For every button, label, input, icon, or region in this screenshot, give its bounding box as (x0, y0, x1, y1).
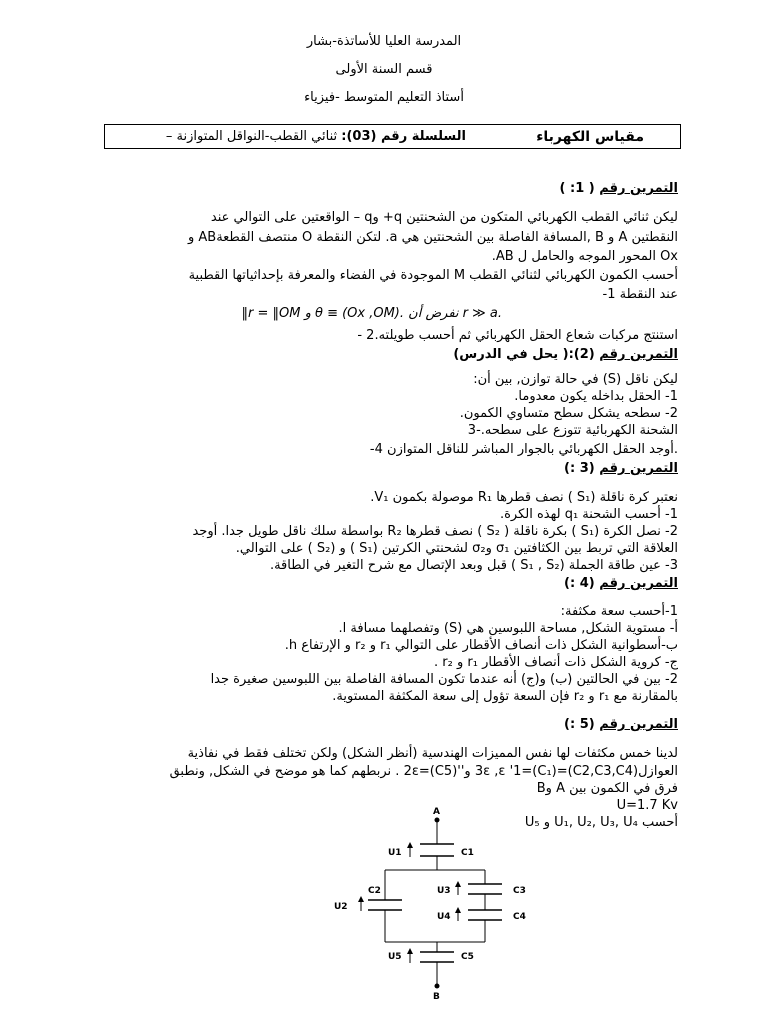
ex3-line-5: 3- عين طاقة الجملة (S₁ , S₂ ) قبل وبعد الإتصال مع شرح التغير في الطاقة. (269, 558, 678, 573)
ex3-line-1: نعتبر كرة ناقلة (S₁ ) نصف قطرها R₁ موصولة بكمون V₁. (370, 490, 678, 505)
ex2-line-4: الشحنة الكهربائية تتوزع على سطحه.-3 (467, 423, 678, 438)
ex4-line-1: 1-أحسب سعة مكثفة: (560, 604, 678, 619)
ex4-line-6: بالمقارنة مع r₁ و r₂ فإن السعة تؤول إلى سعة المكثفة المستوية. (332, 689, 678, 704)
capacitor-circuit-diagram (320, 800, 560, 1010)
ex4-line-5: 2- بين في الحالتين (ب) و(ج) أنه عندما تكون المسافة الفاصلة بين اللبوسين صغيرة جدا (210, 672, 678, 687)
u2-label: U2 (334, 902, 348, 912)
ex1-line-4: أحسب الكمون الكهربائي لثنائي القطب M الموجودة في الفضاء والمعرفة بإحداثياتها القطبية (188, 268, 678, 283)
ex1-line-2: النقطتين A و B ,المسافة الفاصلة بين الشحنتين هي a. لتكن النقطة O منتصف القطعةAB و (187, 230, 678, 245)
u3-label: U3 (437, 886, 451, 896)
ex2-line-3: 2- سطحه يشكل سطح متساوي الكمون. (459, 406, 678, 421)
ex5-heading: التمرين رقم (5 :) (564, 717, 678, 732)
c4-label: C4 (513, 912, 526, 922)
c2-label: C2 (368, 886, 381, 896)
ex1-line-5: عند النقطة 1- (602, 287, 678, 302)
header-department: قسم السنة الأولى (335, 62, 433, 77)
node-b-label: B (433, 992, 440, 1002)
ex1-line-3: Ox المحور الموجه والحامل ل AB. (491, 249, 678, 264)
ex5-line-5: أحسب U₁, U₂, U₃, U₄ و U₅ (524, 815, 678, 830)
u1-label: U1 (388, 848, 402, 858)
ex3-heading: التمرين رقم (3 :) (564, 461, 678, 476)
c3-label: C3 (513, 886, 526, 896)
ex1-line-7: استنتج مركبات شعاع الحقل الكهربائي ثم أحسب طويلته.2 - (357, 328, 678, 343)
ex1-heading: التمرين رقم ( 1: ) (559, 181, 678, 196)
series-topic: ثنائي القطب-النواقل المتوازنة – (165, 129, 338, 144)
series-title (166, 129, 466, 144)
u4-label: U4 (437, 912, 451, 922)
c5-label: C5 (461, 952, 474, 962)
u5-label: U5 (388, 952, 402, 962)
series-label: السلسلة رقم (03): (341, 129, 466, 144)
ex1-line-6: .r ≫ a نفرض أن .θ ≡ (Ox ,OM) و r = ‖OM‖ (241, 306, 502, 321)
ex3-line-4: العلاقة التي تربط بين الكثافتين σ₁ وσ₂ لشحنتي الكرتين (S₁ ) و (S₂ ) على التوالي. (235, 541, 678, 556)
ex4-line-4: ج- كروية الشكل ذات أنصاف الأقطار r₁ و r₂ . (434, 655, 678, 670)
ex4-line-2: أ- مستوية الشكل, مساحة اللبوسين هي (S) وتفصلهما مسافة l. (338, 621, 678, 636)
title-box (104, 124, 681, 149)
header-school: المدرسة العليا للأساتذة-بشار (306, 34, 462, 49)
module-title: مقياس الكهرباء (536, 129, 644, 145)
ex2-line-1: ليكن ناقل (S) في حالة توازن, بين أن: (473, 372, 678, 387)
ex4-heading: التمرين رقم (4 :) (564, 576, 678, 591)
ex5-line-3: فرق في الكمون بين A وB (536, 781, 678, 796)
c1-label: C1 (461, 848, 474, 858)
ex2-line-5: .أوجد الحقل الكهربائي بالجوار المباشر للناقل المتوازن 4- (369, 442, 678, 457)
ex5-line-1: لدينا خمس مكثفات لها نفس المميزات الهندسية (أنظر الشكل) ولكن تختلف فقط في نفاذية (187, 746, 678, 761)
ex5-line-2: العوازل(C2,C3,C4)=3ε ,ε '1=(C₁) و''(C5)=2ε . نربطهم كما هو موضح في الشكل, ونطبق (169, 764, 678, 779)
ex3-line-2: 1- أحسب الشحنة q₁ لهذه الكرة. (499, 507, 678, 522)
ex2-heading: التمرين رقم (2):( يحل في الدرس) (453, 347, 678, 362)
ex5-line-4: U=1.7 Kv (616, 798, 678, 813)
header-course: أستاذ التعليم المتوسط -فيزياء (304, 90, 464, 105)
node-a-label: A (433, 807, 440, 817)
ex3-line-3: 2- نصل الكرة (S₁ ) بكرة ناقلة ( S₂ ) نصف قطرها R₂ بواسطة سلك ناقل طويل جدا. أوجد (192, 524, 678, 539)
ex2-line-2: 1- الحقل بداخله يكون معدوما. (514, 389, 678, 404)
ex4-line-3: ب-أسطوانية الشكل ذات أنصاف الأقطار على التوالي r₁ و r₂ و الإرتفاع h. (284, 638, 678, 653)
ex1-line-1: ليكن ثنائي القطب الكهربائي المتكون من الشحنتين q+ وq – الواقعتين على التوالي عند (210, 210, 678, 225)
